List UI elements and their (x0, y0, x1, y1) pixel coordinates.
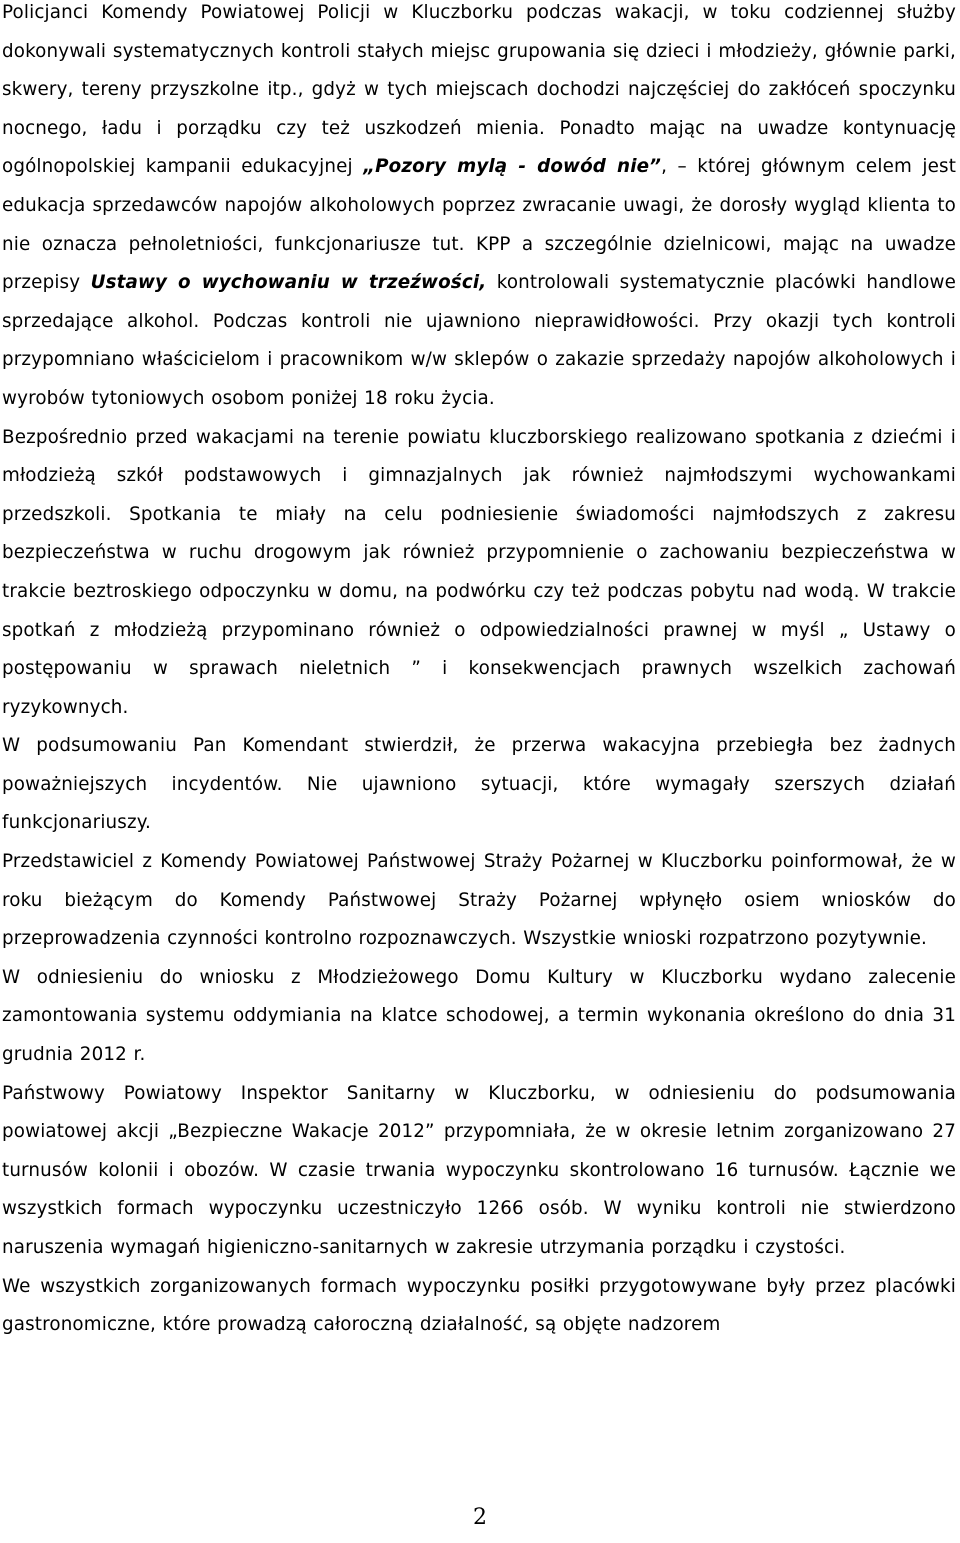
paragraph-text: kontrolowali systematycznie placówki handlowe sprzedające alkohol. Podczas kontroli nie ujawniono nieprawidłowości. Przy okazji tych kontroli przypomniano właścicielom i pracownikom w/w sklepów o zakazie sprzedaży napojów alkoholowych i wyrobów tytoniowych osobom poniżej 18 roku życia. (2, 272, 956, 409)
paragraph-school-meetings: Bezpośrednio przed wakacjami na terenie powiatu kluczborskiego realizowano spotkania z dziećmi i młodzieżą szkół podstawowych i gimnazjalnych jak również najmłodszymi wychowankami przedszkoli. Spotkania te miały na celu podniesienie świadomości najmłodszych z zakresu bezpieczeństwa w ruchu drogowym jak również przypomnienie o zachowaniu bezpieczeństwa w trakcie beztroskiego odpoczynku w domu, na podwórku czy też podczas pobytu nad wodą. W trakcie spotkań z młodzieżą przypominano również o odpowiedzialności prawnej w myśl „ Ustawy o postępowaniu w sprawach nieletnich ” i konsekwencjach prawnych wszelkich zachowań ryzykownych. (2, 426, 956, 718)
document-body (2, 0, 956, 1345)
paragraph-sanitary-inspector: Państwowy Powiatowy Inspektor Sanitarny w Kluczborku, w odniesieniu do podsumowania powiatowej akcji „Bezpieczne Wakacje 2012” przypomniała, że w okresie letnim zorganizowano 27 turnusów kolonii i obozów. W czasie trwania wypoczynku skontrolowano 16 turnusów. Łącznie we wszystkich formach wypoczynku uczestniczyło 1266 osób. W wyniku kontroli nie stwierdzono naruszenia wymagań higieniczno-sanitarnych w zakresie utrzymania porządku i czystości. (2, 1082, 956, 1258)
paragraph-police-summer-patrols (2, 0, 956, 419)
paragraph-youth-culture-house: W odniesieniu do wniosku z Młodzieżowego Domu Kultury w Kluczborku wydano zalecenie zamontowania systemu oddymiania na klatce schodowej, a termin wykonania określono do dnia 31 grudnia 2012 r. (2, 966, 956, 1066)
page-number: 2 (473, 1505, 487, 1530)
act-name: Ustawy o wychowaniu w trzeźwości, (90, 272, 487, 294)
paragraph-commander-summary: W podsumowaniu Pan Komendant stwierdził, że przerwa wakacyjna przebiegła bez żadnych poważniejszych incydentów. Nie ujawniono sytuacji, które wymagały szerszych działań funkcjonariuszy. (2, 735, 956, 834)
paragraph-text: Policjanci Komendy Powiatowej Policji w Kluczborku podczas wakacji, w toku codziennej służby dokonywali systematycznych kontroli stałych miejsc grupowania się dzieci i młodzieży, głównie parki, skwery, tereny przyszkolne itp., gdyż w tych miejscach dochodzi najczęściej do zakłóceń spoczynku nocnego, ładu i porządku czy też uszkodzeń mienia. Ponadto mając na uwadze kontynuację ogólnopolskiej kampanii edukacyjnej (2, 2, 956, 178)
campaign-name: „Pozory mylą - dowód nie” (363, 156, 662, 178)
paragraph-catering: We wszystkich zorganizowanych formach wypoczynku posiłki przygotowywane były przez placówki gastronomiczne, które prowadzą całoroczną działalność, są objęte nadzorem (2, 1275, 956, 1336)
paragraph-fire-service: Przedstawiciel z Komendy Powiatowej Państwowej Straży Pożarnej w Kluczborku poinformował, że w roku bieżącym do Komendy Państwowej Straży Pożarnej wpłynęło osiem wniosków do przeprowadzenia czynności kontrolno rozpoznawczych. Wszystkie wnioski rozpatrzono pozytywnie. (2, 851, 956, 950)
paragraph-text: , – której głównym celem jest edukacja sprzedawców napojów alkoholowych poprzez zwracanie uwagi, że dorosły wygląd klienta to nie oznacza pełnoletniości, funkcjonariusze tut. KPP a szczególnie dzielnicowi, mając na uwadze przepisy (2, 156, 957, 294)
